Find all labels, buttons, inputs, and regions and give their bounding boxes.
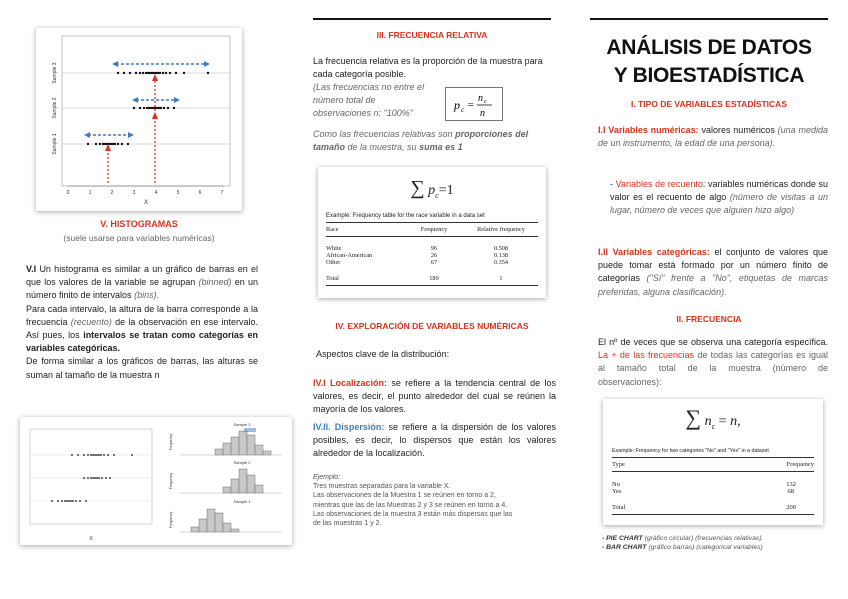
- svg-text:6: 6: [198, 190, 202, 196]
- relfreq-p2: Como las frecuencias relativas son proporciones del tamaño de la muestra, su suma es 1: [313, 129, 529, 153]
- svg-text:4: 4: [154, 190, 158, 196]
- col3-top-rule: [590, 18, 828, 20]
- p2-c: de la observación en ese intervalo. Así pues, los: [26, 316, 258, 341]
- histogram-bars: [191, 431, 271, 532]
- dot-plot-figure: [36, 28, 242, 211]
- histogram-figure: [20, 417, 292, 545]
- sum-formula: ∑ $p_c=1$: [410, 177, 454, 200]
- main-title-line1: ANÁLISIS DE DATOS: [606, 36, 812, 59]
- p1-a: Un histograma es similar a un gráfico de barras en el que los valores de la variable se agrupan: [26, 264, 258, 288]
- freq-label-1: Frequency: [169, 511, 173, 529]
- x-axis: [67, 186, 224, 206]
- relative-frequency-heading: III. FRECUENCIA RELATIVA: [376, 30, 488, 40]
- svg-text:7: 7: [220, 190, 224, 196]
- histogram-heading: V. HISTOGRAMAS: [100, 219, 178, 229]
- p2-a: Para cada intervalo, la altura de la barra corresponde a la frecuencia: [26, 303, 258, 327]
- frequency-paragraph: El nº de veces que se observa una categoría específica. La + de las frecuencias de todas las categorías es igual al tamaño total de la muestra (número de observaciones):: [598, 337, 828, 387]
- p1-d: (bins).: [134, 290, 160, 301]
- svg-text:c: c: [484, 99, 487, 105]
- hist-title-2: Sample 2: [233, 460, 251, 465]
- table1-caption: Example: Frequency table for the race variable in a data set: [326, 213, 485, 219]
- relfreq-p1: La frecuencia relativa es la proporción de la muestra para cada categoría posible.: [313, 56, 543, 80]
- categorical-variables-paragraph: I.II Variables categóricas: el conjunto de valores que puede tomar está formado por un número finito de categorías ("Sí" frente a "No", etiquetas de marcas preferidas, alguna clasificación).: [598, 247, 828, 297]
- histogram-body: [26, 263, 258, 382]
- formula-box: [445, 87, 503, 121]
- histogram-svg: [20, 417, 292, 545]
- main-title-line2: Y BIOESTADÍSTICA: [613, 64, 805, 87]
- svg-text:5: 5: [176, 190, 180, 196]
- frequency-heading: II. FRECUENCIA: [676, 314, 742, 324]
- svg-text:=: =: [467, 99, 475, 111]
- variable-types-heading: I. TIPO DE VARIABLES ESTADÍSTICAS: [630, 99, 787, 109]
- p2-b: (recuento): [70, 316, 112, 327]
- example-block: Ejemplo: Tres muestras separadas para la variable X. Las observaciones de la Muestra 1 se reúnen en torno a 2, mientras que las de las Muestras 2 y 3 se reúnen en torno a 4. Las observaciones de la muestra 3 están más dispersas que las de las muestras 1 y 2.: [313, 474, 513, 528]
- svg-text:n: n: [478, 93, 483, 104]
- sum-nc-formula: ∑ $n_c = n$,: [685, 405, 741, 431]
- formula-pc: [446, 88, 502, 120]
- hist-title-1: Sample 1: [233, 499, 251, 504]
- histogram-subheading: (suele usarse para variables numéricas): [63, 233, 215, 243]
- count-variables-paragraph: - Variables de recuento: variables numéricas donde su valor es el recuento de algo (número de visitas a un lugar, número de veces que alguien hizo algo): [610, 179, 829, 216]
- sample-label-1: Sample 1: [52, 133, 58, 155]
- svg-text:2: 2: [110, 190, 114, 196]
- numeric-exploration-heading: IV. EXPLORACIÓN DE VARIABLES NUMÉRICAS: [335, 321, 529, 331]
- aspects-line: Aspectos clave de la distribución:: [316, 349, 450, 359]
- p1-lead: V.I: [26, 264, 37, 274]
- localization-paragraph: IV.I Localización: se refiere a la tendencia central de los valores, es decir, el punto alrededor del cual se reúnen la mayoría de los valores.: [313, 378, 556, 415]
- dot-plot-svg: [36, 28, 242, 211]
- svg-text:c: c: [461, 106, 465, 114]
- sample-label-3: Sample 3: [52, 62, 58, 84]
- p3: De forma similar a los gráficos de barras, las alturas se suman al tamaño de la muestra n: [26, 356, 258, 380]
- svg-text:3: 3: [132, 190, 136, 196]
- sample-label-2: Sample 2: [52, 97, 58, 119]
- dispersion-paragraph: IV.II. Dispersión: se refiere a la dispersión de los valores posibles, es decir, lo dispersos que están los valores alrededor de la localización.: [313, 422, 556, 459]
- table2-caption: Example: Frequency for two categories "No" and "Yes" in a dataset: [612, 448, 769, 454]
- numeric-variables-paragraph: I.I Variables numéricas: valores numéricos (una medida de un instrumento, la edad de una persona).: [598, 125, 828, 149]
- col2-top-rule: [313, 18, 551, 20]
- hist-title-3: Sample 3: [233, 422, 251, 427]
- race-frequency-table: Race Frequency Relative frequency White 96 0.508 African-American 26 0.138 Other 67 0.354 Total 189 1: [326, 222, 538, 286]
- svg-text:p: p: [454, 98, 460, 112]
- svg-text:1: 1: [88, 190, 92, 196]
- hist-x-label: X: [89, 536, 93, 542]
- chart-types-list: - PIE CHART (gráfico circular) (frecuencias relativas) - BAR CHART (gráfico barras) (categorical variables): [602, 535, 763, 552]
- race-frequency-table-figure: [318, 167, 546, 298]
- p2-d: intervalos se tratan como categorías en variables categóricas.: [26, 330, 258, 354]
- svg-text:0: 0: [66, 190, 70, 196]
- spread-arrows: [88, 64, 206, 135]
- freq-label-3: Frequency: [169, 433, 173, 451]
- center-arrows: [108, 78, 155, 183]
- p1-c: en un número finito de intervalos: [26, 277, 258, 301]
- svg-text:n: n: [480, 108, 485, 119]
- freq-label-2: Frequency: [169, 472, 173, 490]
- x-axis-label: X: [143, 200, 149, 206]
- sample2-dots: [133, 107, 175, 109]
- p1-b: (binned): [198, 277, 232, 288]
- yes-no-frequency-table-figure: [603, 399, 823, 525]
- relfreq-note: (Las frecuencias no entre el número total de observaciones n: "100%": [313, 82, 425, 119]
- yes-no-frequency-table: Type Frequency No 132 Yes 68 Total 200: [612, 457, 814, 515]
